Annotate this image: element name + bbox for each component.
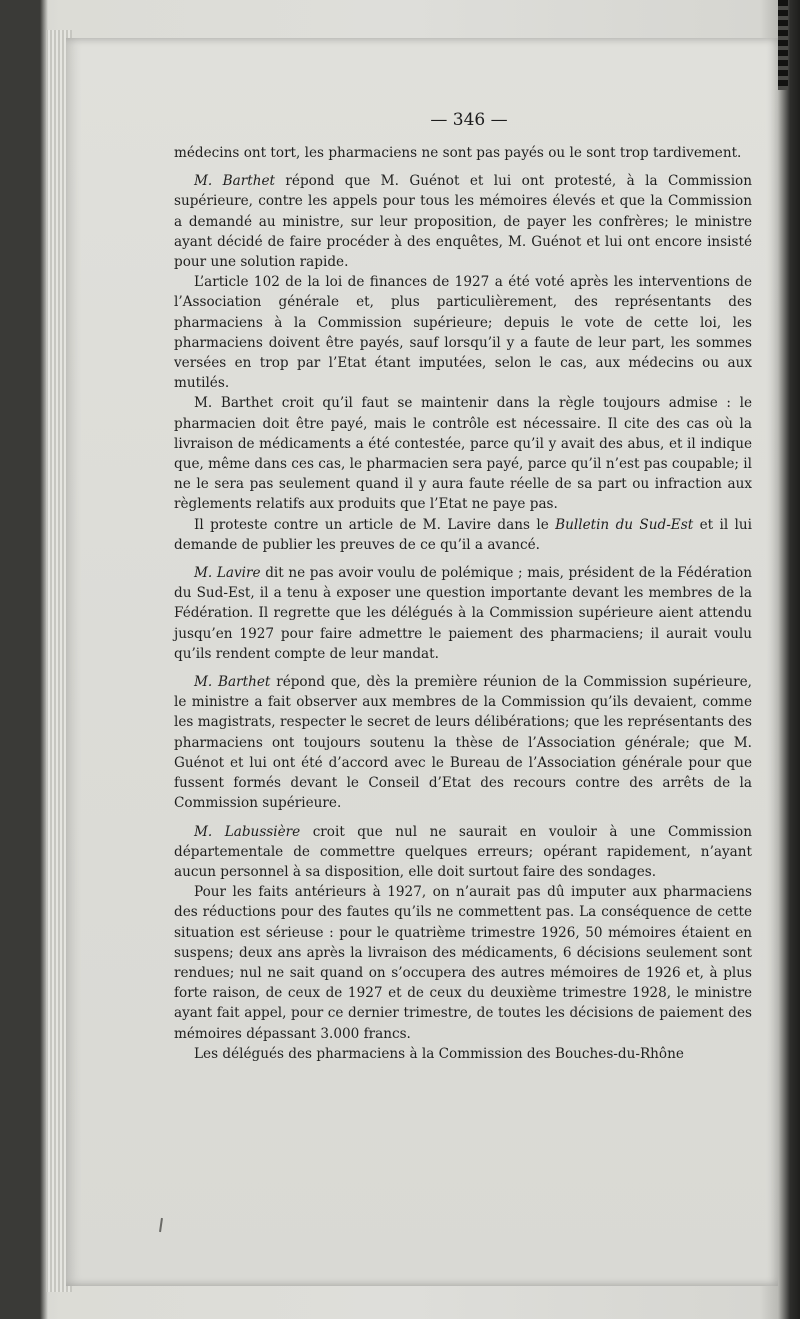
speaker-name: M. Lavire: [194, 565, 261, 582]
paragraph: [174, 563, 752, 664]
paragraph-text: Il proteste contre un article de M. Lavire dans le: [194, 516, 556, 533]
paragraph-text: répond que, dès la première réunion de la Commission supérieure, le ministre a fait observer aux membres de la Commission qu’ils devaient, comme les magistrats, respecter le secret de leurs délibérations; que les représentants des pharmaciens ont toujours soutenu la thèse de l’Association générale; que M. Guénot et lui ont été d’accord avec le Bureau de l’Association générale pour que fussent formés devant le Conseil d’Etat des recours contre des arrêts de la Commission supérieure.: [174, 674, 752, 812]
speaker-name: M. Barthet: [194, 674, 271, 691]
publication-title: Bulletin du Sud-Est: [555, 516, 694, 533]
paragraph: médecins ont tort, les pharmaciens ne sont pas payés ou le sont trop tardivement.: [174, 145, 742, 161]
paragraph: Les délégués des pharmaciens à la Commission des Bouches-du-Rhône: [194, 1045, 684, 1062]
paragraph: Pour les faits antérieurs à 1927, on n’aurait pas dû imputer aux pharmaciens des réductions pour des fautes qu’ils ne commettent pas. La conséquence de cette situation est sérieuse : pour le quatrième trimestre 1926, 50 mémoires étaient en suspens; deux ans après la livraison des médicaments, 6 décisions seulement sont rendues; nul ne sait quand on s’occupera des autres mémoires de 1926 et, à plus forte raison, de ceux de 1927 et de ceux du deuxième trimestre 1928, le ministre ayant fait appel, pour ce dernier trimestre, de toutes les décisions de paiement des mémoires dépassant 3.000 francs.: [174, 884, 752, 1042]
page-number: — 346 —: [430, 110, 508, 130]
paragraph: [174, 171, 752, 272]
paragraph: [174, 822, 752, 883]
paragraph: L’article 102 de la loi de finances de 1927 a été voté après les interventions de l’Association générale et, plus particulièrement, des représentants des pharmaciens à la Commission supérieure; depuis le vote de cette loi, les pharmaciens doivent être payés, sauf lorsqu’il y a faute de leur part, les sommes versées en trop par l’Etat étant imputées, selon le cas, aux médecins ou aux mutilés.: [174, 274, 752, 392]
body-text: [174, 143, 752, 1064]
paragraph: M. Barthet croit qu’il faut se maintenir dans la règle toujours admise : le pharmacien doit être payé, mais le contrôle est nécessaire. Il cite des cas où la livraison de médicaments a été contestée, parce qu’il y avait des abus, et il indique que, même dans ces cas, le pharmacien sera payé, parce qu’il n’est pas coupable; il ne le sera pas seulement quand il y aura faute réelle de sa part ou infraction aux règlements relatifs aux produits que l’Etat ne paye pas.: [174, 395, 752, 513]
speaker-name: M. Labussière: [194, 823, 301, 840]
paragraph-text: dit ne pas avoir voulu de polémique ; mais, président de la Fédération du Sud-Est, il a tenu à exposer une question importante devant les membres de la Fédération. Il regrette que les délégués à la Commission supérieure aient attendu jusqu’en 1927 pour faire admettre le paiement des pharmaciens; il aurait voulu qu’ils rendent compte de leur mandat.: [174, 565, 752, 662]
paragraph-text: et il lui demande de publier les preuves de ce qu’il a avancé.: [174, 516, 753, 553]
paragraph: [174, 672, 752, 813]
paragraph-text: répond que M. Guénot et lui ont protesté, à la Commission supérieure, contre les appels pour tous les mémoires élevés et que la Commission a demandé au ministre, sur leur proposition, de payer les confrères; le ministre ayant décidé de faire procéder à des enquêtes, M. Guénot et lui ont encore insisté pour une solution rapide.: [174, 173, 752, 271]
paragraph: [174, 515, 752, 555]
speaker-name: M. Barthet: [194, 173, 275, 190]
binding-marks: [778, 0, 788, 90]
paragraph-text: croit que nul ne saurait en vouloir à une Commission départementale de commettre quelques erreurs; opérant rapidement, n’ayant aucun personnel à sa disposition, elle doit surtout faire des sondages.: [174, 823, 752, 880]
